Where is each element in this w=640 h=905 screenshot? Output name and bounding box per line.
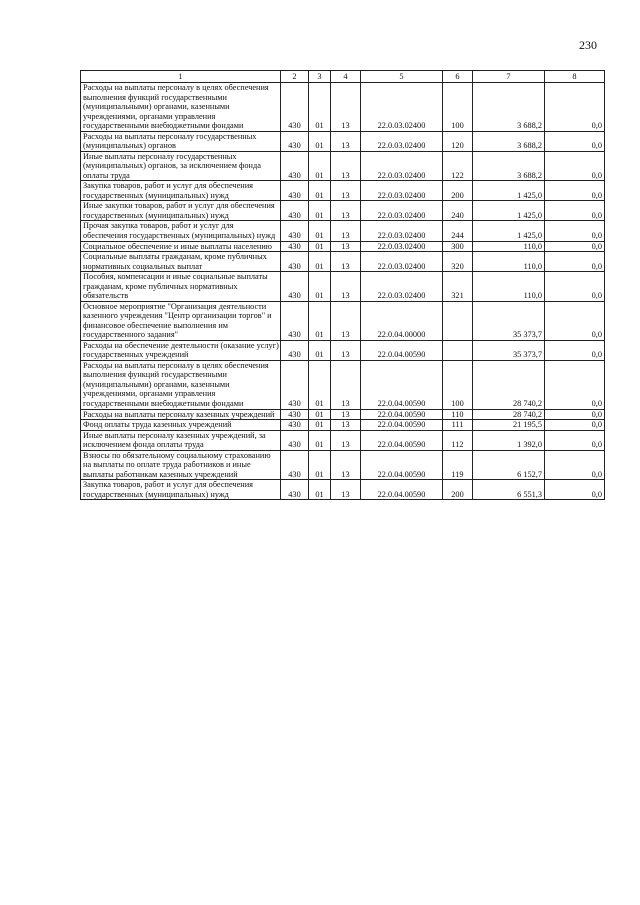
table-row	[81, 301, 605, 340]
cell-amount-2: 0,0	[545, 450, 605, 480]
col-header: 6	[443, 71, 473, 83]
cell-glava: 430	[281, 450, 309, 480]
col-header: 5	[361, 71, 443, 83]
cell-target-article: 22.0.03.02400	[361, 221, 443, 241]
cell-expense-type: 119	[443, 450, 473, 480]
cell-expense-type: 200	[443, 181, 473, 201]
col-header: 4	[331, 71, 361, 83]
table-row	[81, 252, 605, 272]
table-row	[81, 420, 605, 431]
cell-expense-type: 244	[443, 221, 473, 241]
cell-razdel: 01	[309, 221, 331, 241]
cell-amount-2: 0,0	[545, 252, 605, 272]
cell-amount: 6 551,3	[473, 480, 545, 500]
cell-podrazdel: 13	[331, 201, 361, 221]
cell-razdel: 01	[309, 409, 331, 420]
cell-glava: 430	[281, 221, 309, 241]
cell-glava: 430	[281, 430, 309, 450]
cell-target-article: 22.0.03.02400	[361, 272, 443, 302]
cell-amount: 1 392,0	[473, 430, 545, 450]
cell-glava: 430	[281, 420, 309, 431]
col-header: 1	[81, 71, 281, 83]
cell-amount-2: 0,0	[545, 131, 605, 151]
cell-amount: 110,0	[473, 252, 545, 272]
cell-target-article: 22.0.04.00000	[361, 301, 443, 340]
cell-podrazdel: 13	[331, 450, 361, 480]
cell-razdel: 01	[309, 151, 331, 181]
cell-podrazdel: 13	[331, 480, 361, 500]
cell-target-article: 22.0.04.00590	[361, 340, 443, 360]
cell-amount-2: 0,0	[545, 430, 605, 450]
cell-expense-type: 100	[443, 83, 473, 132]
row-name: Иные закупки товаров, работ и услуг для обеспечения государственных (муниципальных) нужд	[81, 201, 281, 221]
cell-podrazdel: 13	[331, 409, 361, 420]
row-name: Закупка товаров, работ и услуг для обеспечения государственных (муниципальных) нужд	[81, 480, 281, 500]
cell-target-article: 22.0.04.00590	[361, 360, 443, 409]
cell-razdel: 01	[309, 201, 331, 221]
cell-podrazdel: 13	[331, 360, 361, 409]
row-name: Расходы на выплаты персоналу в целях обеспечения выполнения функций государственными (муниципальными) органами, казенными учреждениями, органами управления государственными внебюджетными фондами	[81, 360, 281, 409]
cell-expense-type: 240	[443, 201, 473, 221]
cell-expense-type: 110	[443, 409, 473, 420]
cell-podrazdel: 13	[331, 272, 361, 302]
cell-expense-type: 100	[443, 360, 473, 409]
cell-amount: 6 152,7	[473, 450, 545, 480]
table-row	[81, 272, 605, 302]
cell-expense-type: 320	[443, 252, 473, 272]
row-name: Закупка товаров, работ и услуг для обеспечения государственных (муниципальных) нужд	[81, 181, 281, 201]
cell-razdel: 01	[309, 181, 331, 201]
row-name: Социальное обеспечение и иные выплаты населению	[81, 241, 281, 252]
cell-glava: 430	[281, 272, 309, 302]
table-row	[81, 340, 605, 360]
col-header: 2	[281, 71, 309, 83]
row-name: Фонд оплаты труда казенных учреждений	[81, 420, 281, 431]
row-name: Прочая закупка товаров, работ и услуг для обеспечения государственных (муниципальных) нужд	[81, 221, 281, 241]
table-row	[81, 201, 605, 221]
cell-amount: 3 688,2	[473, 151, 545, 181]
cell-razdel: 01	[309, 272, 331, 302]
cell-amount-2: 0,0	[545, 151, 605, 181]
cell-glava: 430	[281, 252, 309, 272]
cell-amount: 21 195,5	[473, 420, 545, 431]
cell-podrazdel: 13	[331, 252, 361, 272]
page-number: 230	[579, 38, 597, 52]
cell-podrazdel: 13	[331, 131, 361, 151]
cell-expense-type: 200	[443, 480, 473, 500]
budget-table	[80, 70, 605, 500]
cell-target-article: 22.0.03.02400	[361, 201, 443, 221]
cell-amount-2: 0,0	[545, 221, 605, 241]
cell-podrazdel: 13	[331, 83, 361, 132]
cell-expense-type	[443, 301, 473, 340]
cell-glava: 430	[281, 301, 309, 340]
table-row	[81, 480, 605, 500]
row-name: Иные выплаты персоналу казенных учреждений, за исключением фонда оплаты труда	[81, 430, 281, 450]
cell-amount: 3 688,2	[473, 83, 545, 132]
cell-glava: 430	[281, 340, 309, 360]
col-header: 7	[473, 71, 545, 83]
cell-razdel: 01	[309, 450, 331, 480]
cell-podrazdel: 13	[331, 340, 361, 360]
cell-amount: 28 740,2	[473, 409, 545, 420]
cell-amount-2: 0,0	[545, 181, 605, 201]
table-row	[81, 131, 605, 151]
cell-amount: 1 425,0	[473, 221, 545, 241]
cell-expense-type: 112	[443, 430, 473, 450]
cell-razdel: 01	[309, 301, 331, 340]
cell-razdel: 01	[309, 430, 331, 450]
cell-expense-type: 122	[443, 151, 473, 181]
cell-target-article: 22.0.04.00590	[361, 409, 443, 420]
cell-glava: 430	[281, 241, 309, 252]
cell-target-article: 22.0.03.02400	[361, 252, 443, 272]
cell-glava: 430	[281, 181, 309, 201]
row-name: Расходы на выплаты персоналу казенных учреждений	[81, 409, 281, 420]
cell-podrazdel: 13	[331, 430, 361, 450]
cell-amount: 110,0	[473, 241, 545, 252]
cell-podrazdel: 13	[331, 151, 361, 181]
cell-expense-type: 120	[443, 131, 473, 151]
cell-target-article: 22.0.03.02400	[361, 241, 443, 252]
row-name: Расходы на выплаты персоналу в целях обеспечения выполнения функций государственными (муниципальными) органами, казенными учреждениями, органами управления государственными внебюджетными фондами	[81, 83, 281, 132]
cell-glava: 430	[281, 201, 309, 221]
cell-target-article: 22.0.04.00590	[361, 450, 443, 480]
cell-target-article: 22.0.03.02400	[361, 131, 443, 151]
table-row	[81, 151, 605, 181]
cell-podrazdel: 13	[331, 420, 361, 431]
cell-podrazdel: 13	[331, 301, 361, 340]
cell-expense-type	[443, 340, 473, 360]
col-header: 8	[545, 71, 605, 83]
cell-expense-type: 111	[443, 420, 473, 431]
cell-razdel: 01	[309, 360, 331, 409]
row-name: Социальные выплаты гражданам, кроме публичных нормативных социальных выплат	[81, 252, 281, 272]
cell-podrazdel: 13	[331, 181, 361, 201]
cell-glava: 430	[281, 360, 309, 409]
cell-razdel: 01	[309, 252, 331, 272]
cell-target-article: 22.0.03.02400	[361, 151, 443, 181]
cell-target-article: 22.0.03.02400	[361, 83, 443, 132]
cell-amount: 110,0	[473, 272, 545, 302]
cell-podrazdel: 13	[331, 241, 361, 252]
row-name: Расходы на выплаты персоналу государственных (муниципальных) органов	[81, 131, 281, 151]
table-row	[81, 221, 605, 241]
cell-amount-2: 0,0	[545, 480, 605, 500]
header-row	[81, 71, 605, 83]
cell-razdel: 01	[309, 131, 331, 151]
row-name: Основное мероприятие "Организация деятельности казенного учреждения "Центр организации торгов" и финансовое обеспечение выполнения им государственного задания"	[81, 301, 281, 340]
cell-amount: 1 425,0	[473, 181, 545, 201]
cell-razdel: 01	[309, 420, 331, 431]
cell-razdel: 01	[309, 480, 331, 500]
cell-amount: 35 373,7	[473, 340, 545, 360]
cell-amount-2: 0,0	[545, 360, 605, 409]
row-name: Взносы по обязательному социальному страхованию на выплаты по оплате труда работников и иные выплаты работникам казенных учреждений	[81, 450, 281, 480]
cell-glava: 430	[281, 151, 309, 181]
cell-amount-2: 0,0	[545, 409, 605, 420]
cell-target-article: 22.0.04.00590	[361, 420, 443, 431]
cell-target-article: 22.0.03.02400	[361, 181, 443, 201]
cell-amount: 3 688,2	[473, 131, 545, 151]
table-row	[81, 430, 605, 450]
table-row	[81, 450, 605, 480]
row-name: Расходы на обеспечение деятельности (оказание услуг) государственных учреждений	[81, 340, 281, 360]
cell-podrazdel: 13	[331, 221, 361, 241]
cell-glava: 430	[281, 409, 309, 420]
cell-amount: 35 373,7	[473, 301, 545, 340]
cell-amount-2: 0,0	[545, 83, 605, 132]
cell-amount-2: 0,0	[545, 241, 605, 252]
cell-target-article: 22.0.04.00590	[361, 430, 443, 450]
table-row	[81, 360, 605, 409]
cell-target-article: 22.0.04.00590	[361, 480, 443, 500]
cell-amount-2: 0,0	[545, 340, 605, 360]
cell-amount-2: 0,0	[545, 301, 605, 340]
cell-amount: 1 425,0	[473, 201, 545, 221]
table-row	[81, 409, 605, 420]
cell-razdel: 01	[309, 241, 331, 252]
table-row	[81, 83, 605, 132]
cell-glava: 430	[281, 480, 309, 500]
table-row	[81, 181, 605, 201]
cell-razdel: 01	[309, 340, 331, 360]
cell-expense-type: 300	[443, 241, 473, 252]
cell-razdel: 01	[309, 83, 331, 132]
cell-amount-2: 0,0	[545, 420, 605, 431]
cell-glava: 430	[281, 83, 309, 132]
row-name: Иные выплаты персоналу государственных (муниципальных) органов, за исключением фонда оплаты труда	[81, 151, 281, 181]
table-body	[81, 83, 605, 500]
row-name: Пособия, компенсации и иные социальные выплаты гражданам, кроме публичных нормативных обязательств	[81, 272, 281, 302]
cell-expense-type: 321	[443, 272, 473, 302]
cell-amount-2: 0,0	[545, 272, 605, 302]
col-header: 3	[309, 71, 331, 83]
cell-amount: 28 740,2	[473, 360, 545, 409]
cell-glava: 430	[281, 131, 309, 151]
table-row	[81, 241, 605, 252]
cell-amount-2: 0,0	[545, 201, 605, 221]
